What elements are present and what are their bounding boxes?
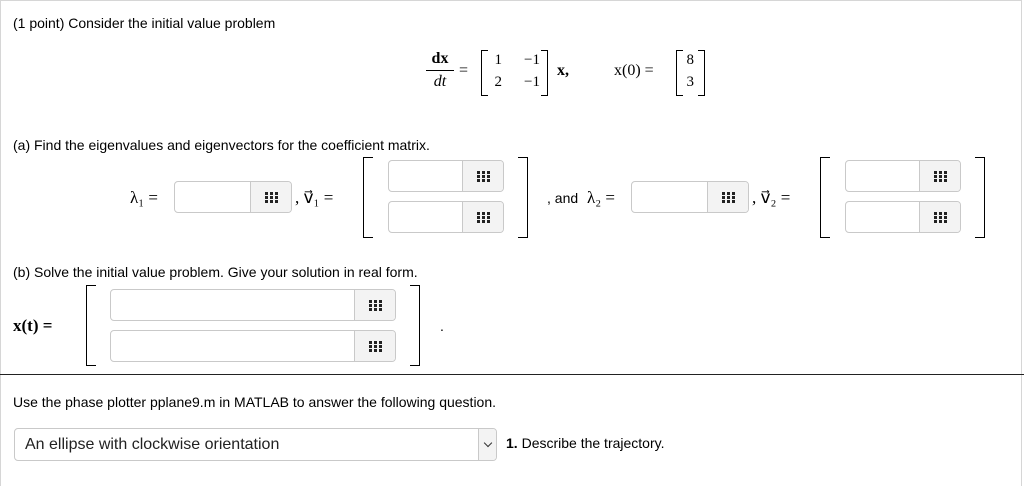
v1-entry-1-matrix-tool[interactable]: [462, 161, 503, 191]
matrix-right-bracket: [541, 50, 548, 96]
xt-entry-2-matrix-tool[interactable]: [354, 331, 395, 361]
v2-entry-1-matrix-tool[interactable]: [919, 161, 960, 191]
x-vector-symbol: x,: [557, 62, 569, 79]
grid-icon: [265, 192, 278, 203]
grid-icon: [369, 341, 382, 352]
v2-left-bracket: [820, 157, 830, 238]
xt-entry-2: [110, 330, 396, 362]
v2-entry-1: [845, 160, 961, 192]
v1-entry-2-matrix-tool[interactable]: [462, 202, 503, 232]
lambda2-label: λ₂ =: [587, 188, 616, 207]
xt-entry-1: [110, 289, 396, 321]
v1-right-bracket: [518, 157, 528, 238]
question-text: Describe the trajectory.: [521, 435, 665, 451]
v2-input-2[interactable]: [846, 202, 920, 232]
v1-entry-1: [388, 160, 504, 192]
v2-label: , v⃗₂ =: [752, 188, 791, 207]
xt-left-bracket: [86, 285, 96, 366]
xt-input-2[interactable]: [111, 331, 355, 361]
trajectory-select[interactable]: [14, 428, 497, 461]
matrix-a12: −1: [524, 52, 540, 68]
lambda2-matrix-tool[interactable]: [707, 182, 748, 212]
lambda2-input[interactable]: [632, 182, 708, 212]
trajectory-question: [506, 435, 664, 451]
grid-icon: [722, 192, 735, 203]
part-b-prompt: (b) Solve the initial value problem. Give your solution in real form.: [13, 264, 418, 280]
section-divider: [0, 374, 1024, 375]
v2-entry-2: [845, 201, 961, 233]
grid-icon: [477, 171, 490, 182]
v2-right-bracket: [975, 157, 985, 238]
v2-input-1[interactable]: [846, 161, 920, 191]
xt-trailing-period: .: [440, 318, 444, 334]
question-number: 1.: [506, 435, 518, 451]
lambda1-input[interactable]: [175, 182, 251, 212]
lambda1-label: λ₁ =: [130, 188, 159, 207]
phase-instruction: Use the phase plotter pplane9.m in MATLAB to answer the following question.: [13, 394, 497, 410]
dropdown-toggle[interactable]: [478, 429, 496, 460]
equals-sign: =: [459, 62, 469, 79]
matrix-a22: −1: [524, 74, 540, 90]
xt-right-bracket: [410, 285, 420, 366]
grid-icon: [477, 212, 490, 223]
dx-numerator: dx: [431, 50, 449, 67]
ic-right-bracket: [698, 50, 705, 96]
matrix-a21: 2: [494, 74, 502, 90]
chevron-down-icon: [483, 439, 491, 447]
v1-input-1[interactable]: [389, 161, 463, 191]
dt-denominator: dt: [433, 73, 447, 90]
v1-label: , v⃗₁ =: [295, 188, 334, 207]
xt-entry-1-matrix-tool[interactable]: [354, 290, 395, 320]
ic-value-2: 3: [686, 74, 694, 90]
grid-icon: [934, 171, 947, 182]
lambda2-answer: [631, 181, 749, 213]
grid-icon: [369, 300, 382, 311]
v2-entry-2-matrix-tool[interactable]: [919, 202, 960, 232]
ic-value-1: 8: [686, 52, 694, 68]
v1-left-bracket: [363, 157, 373, 238]
matrix-a11: 1: [494, 52, 502, 68]
initial-condition-label: x(0) =: [614, 62, 654, 79]
lambda1-answer: [174, 181, 292, 213]
xt-label: x(t) =: [13, 316, 53, 335]
xt-input-1[interactable]: [111, 290, 355, 320]
v1-entry-2: [388, 201, 504, 233]
part-a-prompt: (a) Find the eigenvalues and eigenvectors for the coefficient matrix.: [13, 137, 430, 153]
grid-icon: [934, 212, 947, 223]
and-label: , and: [547, 190, 579, 206]
trajectory-selected-value: An ellipse with clockwise orientation: [25, 436, 280, 453]
problem-intro: (1 point) Consider the initial value problem: [13, 15, 276, 31]
lambda1-matrix-tool[interactable]: [250, 182, 291, 212]
v1-input-2[interactable]: [389, 202, 463, 232]
